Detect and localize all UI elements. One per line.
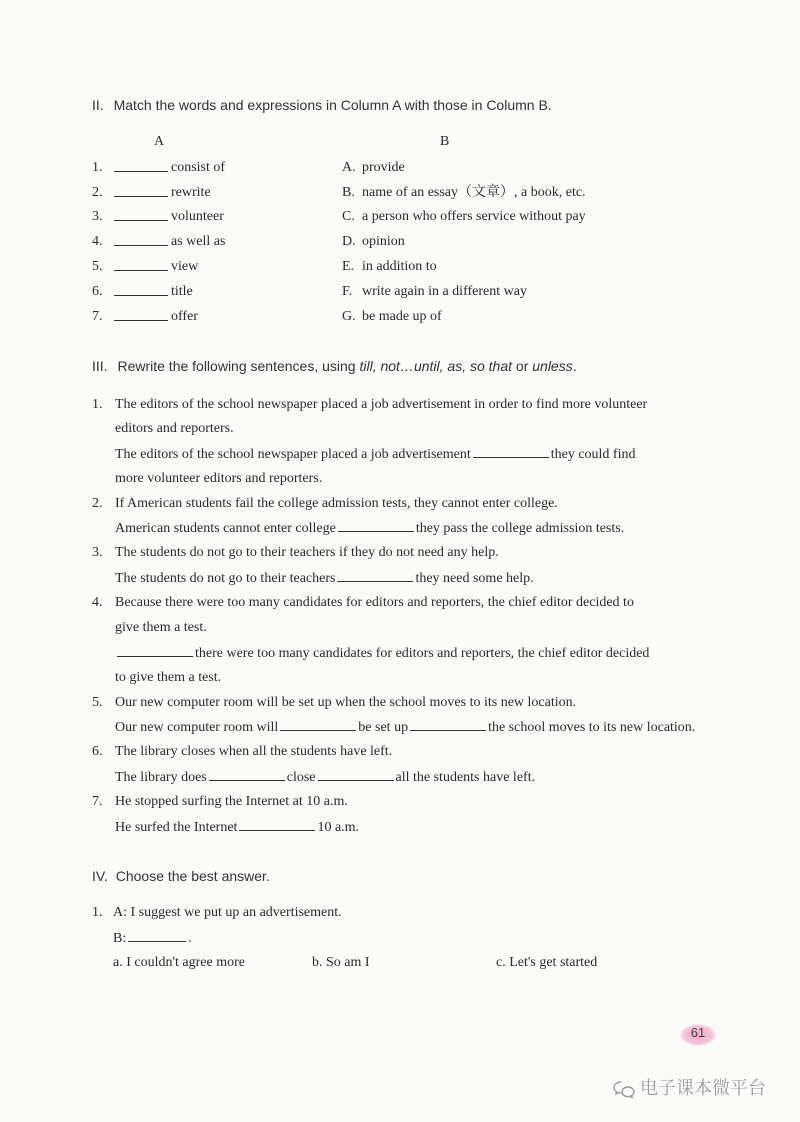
column-a-item: consist of <box>171 160 226 175</box>
answer-blank[interactable] <box>114 258 168 271</box>
b-end: . <box>188 931 192 946</box>
item-number: 5. <box>92 695 103 710</box>
answer-blank[interactable] <box>114 308 168 321</box>
answer-blank[interactable] <box>338 519 414 532</box>
item-line <box>115 569 534 588</box>
line-text: He surfed the Internet <box>115 820 238 835</box>
line-text: there were too many candidates for editors and reporters, the chief editor decided <box>195 646 650 661</box>
line-text: He stopped surfing the Internet at 10 a.m. <box>115 794 348 809</box>
item-number: 7. <box>92 794 103 809</box>
column-b-item: write again in a different way <box>362 284 527 299</box>
item-line <box>115 694 576 712</box>
item-line <box>115 445 635 464</box>
column-a-item: title <box>171 284 193 299</box>
item-line <box>115 495 558 513</box>
section-numeral: IV. <box>92 868 108 884</box>
column-a-item: offer <box>171 309 198 324</box>
line-text: they could find <box>550 447 636 462</box>
heading-part: or <box>512 358 533 374</box>
item-line <box>115 420 234 438</box>
answer-blank[interactable] <box>114 208 168 221</box>
column-b-letter: C. <box>342 209 355 224</box>
item-line <box>115 470 322 488</box>
row-number: 6. <box>92 284 103 299</box>
line-text: to give them a test. <box>115 670 222 685</box>
item-number: 4. <box>92 595 103 610</box>
item-line <box>115 743 392 761</box>
row-number: 4. <box>92 234 103 249</box>
column-b-letter: A. <box>342 160 356 175</box>
question-number: 1. <box>92 905 103 920</box>
item-line <box>115 619 207 637</box>
answer-blank[interactable] <box>114 233 168 246</box>
column-b-letter: E. <box>342 259 355 274</box>
match-blank-line <box>112 184 170 203</box>
column-b-item: opinion <box>362 234 405 249</box>
line-text: American students cannot enter college <box>115 521 336 536</box>
column-b-letter: B. <box>342 185 355 200</box>
column-b-item: in addition to <box>362 259 437 274</box>
row-number: 5. <box>92 259 103 274</box>
question-b-line <box>113 929 192 948</box>
section-heading-text: Match the words and expressions in Column A with those in Column B. <box>113 97 552 113</box>
heading-part: Rewrite the following sentences, using <box>117 358 360 374</box>
item-number: 1. <box>92 397 103 412</box>
heading-keywords: till, not…until, as, so that <box>359 358 513 374</box>
line-text: Our new computer room will <box>115 720 279 735</box>
item-number: 6. <box>92 744 103 759</box>
answer-blank[interactable] <box>128 929 186 942</box>
match-blank-line <box>112 159 170 178</box>
item-line <box>115 396 647 414</box>
line-text: Our new computer room will be set up when the school moves to its new location. <box>115 695 577 710</box>
section-heading-text: Choose the best answer. <box>115 868 270 884</box>
item-line <box>115 594 634 612</box>
match-blank-line <box>112 283 170 302</box>
item-number: 2. <box>92 496 103 511</box>
line-text: The students do not go to their teachers if they do not need any help. <box>115 545 499 560</box>
row-number: 1. <box>92 160 103 175</box>
column-a-item: as well as <box>171 234 226 249</box>
match-blank-line <box>112 208 170 227</box>
column-a-item: rewrite <box>171 185 211 200</box>
line-text: they need some help. <box>415 571 534 586</box>
line-text: 10 a.m. <box>317 820 360 835</box>
answer-blank[interactable] <box>114 283 168 296</box>
column-a-item: view <box>171 259 199 274</box>
row-number: 2. <box>92 185 103 200</box>
question-a-line: A: I suggest we put up an advertisement. <box>113 905 342 920</box>
watermark <box>612 1074 766 1100</box>
heading-part: . <box>572 358 577 374</box>
column-b-item: be made up of <box>362 309 442 324</box>
item-line <box>115 669 221 687</box>
answer-blank[interactable] <box>473 445 549 458</box>
section-2-heading <box>92 96 552 114</box>
section-heading-text <box>117 358 576 374</box>
answer-blank[interactable] <box>410 718 486 731</box>
column-b-letter: F. <box>342 284 353 299</box>
watermark-text: 电子课本微平台 <box>640 1078 766 1099</box>
line-text: Because there were too many candidates for editors and reporters, the chief editor decided to <box>115 595 634 610</box>
column-a-item: volunteer <box>171 209 224 224</box>
column-b-item: provide <box>362 160 405 175</box>
page-number: 61 <box>680 1024 716 1046</box>
answer-blank[interactable] <box>114 184 168 197</box>
answer-blank[interactable] <box>209 768 285 781</box>
item-line <box>115 519 624 538</box>
section-numeral: III. <box>92 358 108 374</box>
line-text: be set up <box>358 720 409 735</box>
column-b-header: B <box>440 134 450 149</box>
line-text: The editors of the school newspaper placed a job advertisement in order to find more volunteer <box>115 397 648 412</box>
answer-blank[interactable] <box>114 159 168 172</box>
line-text: more volunteer editors and reporters. <box>115 471 323 486</box>
line-text: all the students have left. <box>395 770 536 785</box>
answer-blank[interactable] <box>117 644 193 657</box>
section-numeral: II. <box>92 97 104 113</box>
section-3-heading <box>92 357 577 375</box>
line-text: If American students fail the college admission tests, they cannot enter college. <box>115 496 558 511</box>
answer-blank[interactable] <box>239 818 315 831</box>
row-number: 3. <box>92 209 103 224</box>
item-line <box>115 768 535 787</box>
line-text: the school moves to its new location. <box>488 720 696 735</box>
item-line <box>115 644 649 663</box>
answer-blank[interactable] <box>337 569 413 582</box>
option-c[interactable]: c. Let's get started <box>496 955 598 970</box>
answer-blank[interactable] <box>280 718 356 731</box>
line-text: editors and reporters. <box>115 421 234 436</box>
wechat-icon <box>612 1079 636 1099</box>
match-blank-line <box>112 308 170 327</box>
section-4-heading <box>92 867 270 885</box>
b-label: B: <box>113 931 127 946</box>
line-text: The editors of the school newspaper placed a job advertisement <box>115 447 471 462</box>
column-a-header: A <box>154 134 165 149</box>
item-line <box>115 718 695 737</box>
line-text: they pass the college admission tests. <box>415 521 625 536</box>
item-line <box>115 818 359 837</box>
line-text: give them a test. <box>115 620 207 635</box>
item-line <box>115 544 499 562</box>
row-number: 7. <box>92 309 103 324</box>
line-text: The library closes when all the students have left. <box>115 744 393 759</box>
option-a[interactable]: a. I couldn't agree more <box>113 955 245 970</box>
column-b-letter: G. <box>342 309 356 324</box>
option-b[interactable]: b. So am I <box>312 955 370 970</box>
match-blank-line <box>112 258 170 277</box>
line-text: The students do not go to their teachers <box>115 571 336 586</box>
answer-blank[interactable] <box>318 768 394 781</box>
line-text: The library does <box>115 770 207 785</box>
match-blank-line <box>112 233 170 252</box>
item-number: 3. <box>92 545 103 560</box>
item-line <box>115 793 348 811</box>
line-text: close <box>286 770 316 785</box>
column-b-letter: D. <box>342 234 356 249</box>
heading-keywords: unless <box>532 358 573 374</box>
column-b-item: a person who offers service without pay <box>362 209 586 224</box>
column-b-item: name of an essay（文章）, a book, etc. <box>362 185 586 200</box>
